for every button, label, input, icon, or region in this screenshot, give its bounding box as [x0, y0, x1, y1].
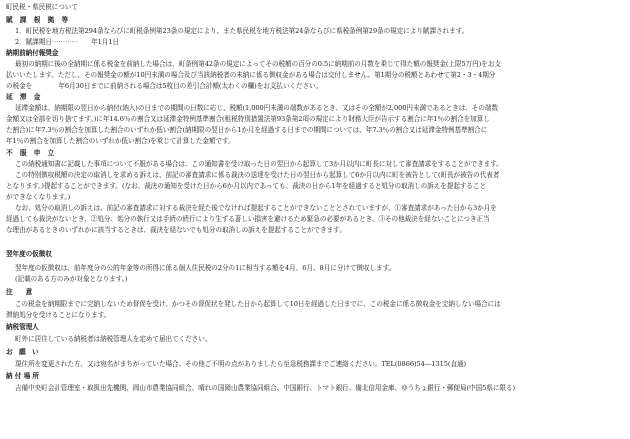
- body-line: 金額又は全部を切り捨てます。)に年14.6％の割合又は延滞金特例基準割合(租税特別措置法第93条第2項の規定により財務大臣が告示する割合に年1％の割合を加算し: [6, 115, 490, 123]
- body-line: な理由があるときのいずれかに該当するときは、裁決を経ないでも処分の取消しの訴えを提起することができます。: [6, 226, 346, 234]
- section-heading-appeal: 不 服 申 立: [6, 149, 57, 157]
- body-line: 滞納処分を受けることになります。: [6, 311, 111, 319]
- body-line: 現住所を変更された方、又は宛名がまちがっていた場合、その他ご不明の点がありましたら至急税務課までご連絡ください。TEL(0866)54―1315(直通): [15, 360, 467, 368]
- body-line: の税金を 年6月30日までに前納される場合は5枚目の差引合計額(太わくの欄)をお支払いください。: [6, 82, 323, 90]
- section-heading-provisional-collection: 翌年度の仮徴収: [6, 250, 52, 258]
- body-line: 翌年度の仮徴収は、前年度分の公的年金等の所得に係る個人住民税の2分の1に相当する額を4月、6月、8月に分けて徴収します。: [15, 264, 396, 272]
- document-title: 町民税・県民税について: [6, 3, 78, 11]
- body-line: となります。)提起することができます。(なお、裁決の通知を受けた日から6か月以内であっても、裁決の日から1年を経過すると処分の取消しの訴えを提起すること: [6, 182, 487, 190]
- body-line: 年1％の割合を加算した割合のいずれか低い割合)を乗じて計算した金額です。: [6, 137, 235, 145]
- body-line: この税金を納期限までに完納しないため督促を受け、かつその督促状を発した日から起算して10日を経過した日までに、この税金に係る徴収金を完納しない場合には: [15, 300, 501, 308]
- body-line: 延滞金額は、納期限の翌日から納付(納入)の日までの期間の日数に応じ、税額(1,000円未満の端数があるとき、又はその全額が2,000円未満であるときは、その端数: [15, 104, 498, 112]
- body-line: (記載のある方のみが対象となります。): [15, 275, 128, 283]
- body-line: 払いいたします。ただし、その報奨金の額が10円未満の場合及び当該納税者の未納に係る徴収金がある場合は交付しません。第1期分の税額とあわせて第2・3・4期分: [6, 71, 496, 79]
- body-line: 経過しても裁決がないとき、②処分、処分の執行又は手続の続行により生ずる著しい損害を避けるため緊急の必要があるとき、③その他裁決を経ないことにつき正当: [6, 215, 490, 223]
- body-line: この特別徴収税額の決定の取消しを求める訴えは、前記の審査請求に係る裁決の送達を受けた日の翌日から起算して6か月以内に町を被告として(町長が被告の代表者: [15, 171, 500, 179]
- body-line: 最初の納期に後の全納期に係る税金を前納した場合は、町条例第42条の規定によってその税額の百分の0.5に納期前の月数を乗じて得た額の報奨金(上限5万円)をお支: [15, 60, 501, 68]
- section-heading-tax-agent: 納税管理人: [6, 323, 39, 331]
- section-heading-prepayment-reward: 納期前納付報奨金: [6, 49, 59, 57]
- body-line: 町外に居住している納税者は納税管理人を定めて届出てください。: [15, 335, 212, 343]
- body-line: た割合)に年7.3％の割合を加算した割合のいずれか低い割合(納期限の翌日から1か月を経過する日までの期間については、年7.3％の割合又は延滞金特例基準割合に: [6, 126, 488, 134]
- section-heading-payment-locations: 納 付 場 所: [6, 372, 39, 380]
- body-line: なお、処分の取消しの訴えは、前記の審査請求に対する裁決を経た後でなければ提起することができないこととされていますが、①審査請求があった日から3か月を: [15, 204, 497, 212]
- body-line: 1．町民税を地方税法第294条ならびに町税条例第23条の規定により、また県民税を地方税法第24条ならびに県税条例第29条の規定により賦課されます。: [15, 27, 469, 35]
- body-line: ができなくなります。): [6, 193, 71, 201]
- body-line: 吉備中央町会計管理室・取扱出先機関、岡山市農業協同組合、晴れの国岡山農業協同組合、中国銀行、トマト銀行、備北信用金庫、ゆうちょ銀行・郵便局(中国5県に限る): [15, 384, 515, 392]
- section-heading-request: お 願 い: [6, 348, 39, 356]
- body-line: 2．賦課期日⋯⋯⋯⋯ 年1月1日: [15, 38, 120, 46]
- section-heading-levy-basis: 賦 課 根 拠 等: [6, 16, 71, 24]
- section-heading-late-fee: 延 滞 金: [6, 93, 43, 101]
- section-heading-caution: 注 意: [6, 288, 33, 296]
- body-line: この納税通知書に記載した事項について不服がある場合は、この通知書を受け取った日の翌日から起算して3か月以内に町長に対して審査請求をすることができます。: [15, 160, 503, 168]
